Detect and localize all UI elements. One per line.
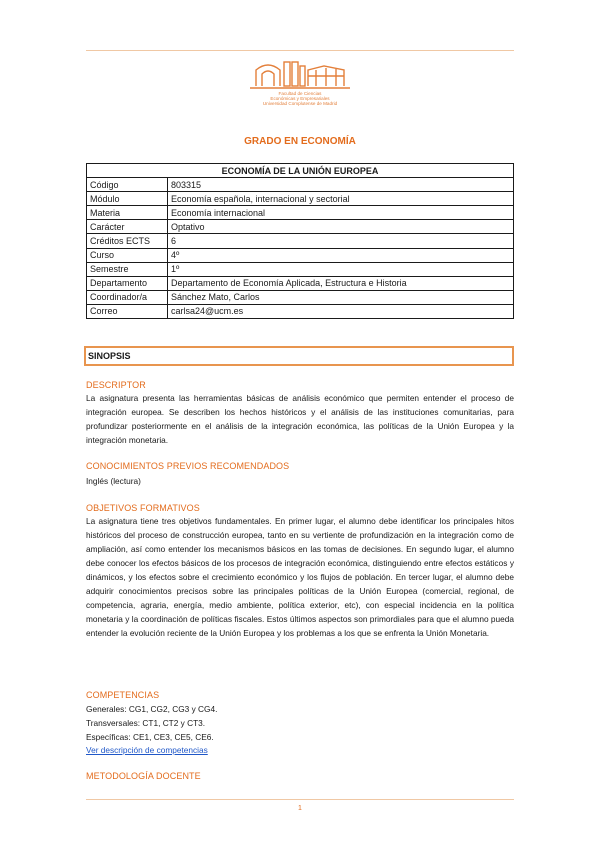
table-row: [87, 220, 514, 234]
page-number: 1: [298, 805, 302, 812]
row-value: Economía internacional: [168, 206, 514, 220]
row-label: Coordinador/a: [87, 290, 168, 304]
table-row: [87, 262, 514, 276]
bottom-rule: [86, 799, 514, 800]
row-value: 1º: [168, 262, 514, 276]
row-label: Créditos ECTS: [87, 234, 168, 248]
row-value: Economía española, internacional y sectorial: [168, 192, 514, 206]
row-value: Departamento de Economía Aplicada, Estructura e Historia: [168, 276, 514, 290]
course-title: ECONOMÍA DE LA UNIÓN EUROPEA: [87, 164, 514, 178]
row-label: Código: [87, 178, 168, 192]
top-rule: [86, 50, 514, 51]
course-info-table: [86, 163, 514, 319]
sinopsis-header: SINOPSIS: [84, 346, 514, 366]
table-row: [87, 304, 514, 318]
competencias-especificas: Específicas: CE1, CE3, CE5, CE6.: [86, 732, 214, 742]
table-row: [87, 192, 514, 206]
row-label: Módulo: [87, 192, 168, 206]
row-label: Departamento: [87, 276, 168, 290]
conocimientos-heading: CONOCIMIENTOS PREVIOS RECOMENDADOS: [86, 461, 290, 471]
conocimientos-text: Inglés (lectura): [86, 476, 141, 486]
row-label: Materia: [87, 206, 168, 220]
degree-title: GRADO EN ECONOMÍA: [244, 136, 356, 147]
descriptor-heading: DESCRIPTOR: [86, 380, 146, 390]
metodologia-heading: METODOLOGÍA DOCENTE: [86, 771, 201, 781]
row-value: Sánchez Mato, Carlos: [168, 290, 514, 304]
logo-text-1: Facultad de Ciencias: [278, 91, 322, 96]
objetivos-text: La asignatura tiene tres objetivos fundamentales. En primer lugar, el alumno debe identificar los principales hitos históricos del proceso de construcción europea, tanto en su vertiente de profundización en la integración como de ampliación, así como entender los mecanismos básicos en las tomas de decisiones. En segundo lugar, el alumno debe conocer los efectos básicos de los procesos de integración económica, distinguiendo entre efectos estáticos y dinámicos, y los efectos sobre el crecimiento económico y los flujos de población. En tercer lugar, el alumno debe adquirir conocimientos precisos sobre las principales políticas de la Unión Europea (comercial, regional, de competencia, agraria, energía, medio ambiente, política exterior, etc), con especial incidencia en la política monetaria y la coordinación de políticas fiscales. Estos últimos aspectos son primordiales para que el alumno pueda entender la evolución reciente de la Unión Europea y los problemas a los que se enfrenta la Unión Monetaria.: [86, 516, 514, 638]
row-label: Correo: [87, 304, 168, 318]
table-row: [87, 234, 514, 248]
table-header-row: [87, 164, 514, 178]
row-value: 4º: [168, 248, 514, 262]
logo-text-2: Económicas y Empresariales: [270, 96, 330, 101]
table-row: [87, 276, 514, 290]
competencias-transversales: Transversales: CT1, CT2 y CT3.: [86, 718, 206, 728]
competencias-link[interactable]: Ver descripción de competencias: [86, 745, 208, 755]
row-value: carlsa24@ucm.es: [168, 304, 514, 318]
descriptor-text: La asignatura presenta las herramientas básicas de análisis económico que permiten entender el proceso de integración europea. Se describen los hechos históricos y el análisis de las instituciones comunitarias, para profundizar posteriormente en el análisis de la integración económica, las políticas de la Unión Europea y la integración monetaria.: [86, 393, 514, 445]
competencias-heading: COMPETENCIAS: [86, 690, 160, 700]
row-label: Curso: [87, 248, 168, 262]
table-row: [87, 248, 514, 262]
row-label: Semestre: [87, 262, 168, 276]
logo-text-3: Universidad Complutense de Madrid: [262, 101, 338, 106]
table-row: [87, 290, 514, 304]
competencias-generales: Generales: CG1, CG2, CG3 y CG4.: [86, 704, 218, 714]
table-row: [87, 178, 514, 192]
table-row: [87, 206, 514, 220]
faculty-logo-icon: [246, 56, 354, 90]
faculty-logo: [246, 56, 354, 108]
objetivos-heading: OBJETIVOS FORMATIVOS: [86, 503, 200, 513]
row-value: Optativo: [168, 220, 514, 234]
row-value: 6: [168, 234, 514, 248]
row-value: 803315: [168, 178, 514, 192]
row-label: Carácter: [87, 220, 168, 234]
